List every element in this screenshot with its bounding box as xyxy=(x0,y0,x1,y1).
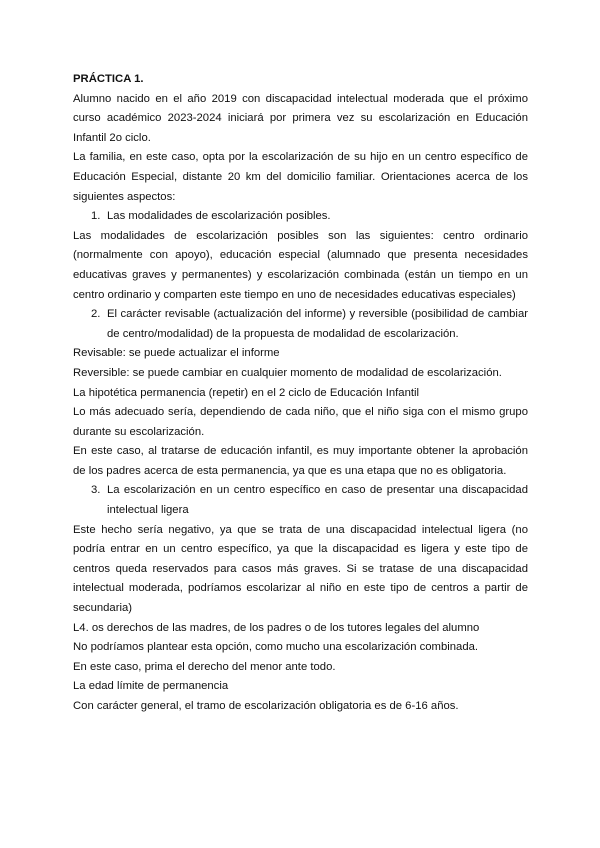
intro-paragraph: Alumno nacido en el año 2019 con discapacidad intelectual moderada que el próximo curso académico 2023-2024 iniciará por primera vez su escolarización en Educación Infantil 2o ciclo. xyxy=(73,92,528,144)
question-text-1: Las modalidades de escolarización posibles. xyxy=(107,210,331,223)
prevails-paragraph: En este caso, prima el derecho del menor ante todo. xyxy=(73,660,336,673)
document-title: PRÁCTICA 1. xyxy=(73,73,144,85)
family-paragraph: La familia, en este caso, opta por la escolarización de su hijo en un centro específico de Educación Especial, distante 20 km del domicilio familiar. Orientaciones acerca de los siguientes aspectos: xyxy=(73,151,528,203)
question-number-1: 1. xyxy=(91,210,101,223)
rights-paragraph: L4. os derechos de las madres, de los padres o de los tutores legales del alumno xyxy=(73,621,480,634)
question-text-2: El carácter revisable (actualización del informe) y reversible (posibilidad de cambiar de centro/modalidad) de la propuesta de modalidad de escolarización. xyxy=(107,308,528,340)
negative-paragraph: Este hecho sería negativo, ya que se trata de una discapacidad intelectual ligera (no podría entrar en un centro específico, ya que la discapacidad es ligera y este tipo de centros queda reservados para casos más graves. Si se tratase de una discapacidad intelectual moderada, podríamos escolarizar al niño en este tipo de centros a partir de secundaria) xyxy=(73,523,528,615)
general-paragraph: Con carácter general, el tramo de escolarización obligatoria es de 6-16 años. xyxy=(73,700,459,712)
this-case-paragraph: En este caso, al tratarse de educación infantil, es muy importante obtener la aprobación de los padres acerca de esta permanencia, ya que es una etapa que no es obligatoria. xyxy=(73,445,528,477)
adequate-paragraph: Lo más adecuado sería, dependiendo de cada niño, que el niño siga con el mismo grupo durante su escolarización. xyxy=(73,406,528,438)
revisable-paragraph: Revisable: se puede actualizar el informe xyxy=(73,347,280,360)
reversible-paragraph: Reversible: se puede cambiar en cualquier momento de modalidad de escolarización. xyxy=(73,366,502,379)
question-list-1 xyxy=(73,207,528,227)
question-item-2 xyxy=(73,305,528,344)
document-page xyxy=(73,70,528,717)
question-number-2: 2. xyxy=(91,308,101,321)
hypothetical-paragraph: La hipotética permanencia (repetir) en el 2 ciclo de Educación Infantil xyxy=(73,386,420,399)
question-list-3 xyxy=(73,481,528,520)
answer-paragraph-1: Las modalidades de escolarización posibles son las siguientes: centro ordinario (normalmente con apoyo), educación especial (alumnado que presenta necesidades educativas graves y permanentes) y escolarización combinada (están un tiempo en un centro ordinario y comparten este tiempo en uno de necesidades educativas especiales) xyxy=(73,229,528,301)
question-list-2 xyxy=(73,305,528,344)
question-number-3: 3. xyxy=(91,484,101,497)
age-limit-paragraph: La edad límite de permanencia xyxy=(73,680,229,693)
question-text-3: La escolarización en un centro específico en caso de presentar una discapacidad intelectual ligera xyxy=(107,484,528,517)
not-possible-paragraph: No podríamos plantear esta opción, como mucho una escolarización combinada. xyxy=(73,641,479,654)
question-item-1 xyxy=(73,207,528,227)
question-item-3 xyxy=(73,481,528,520)
